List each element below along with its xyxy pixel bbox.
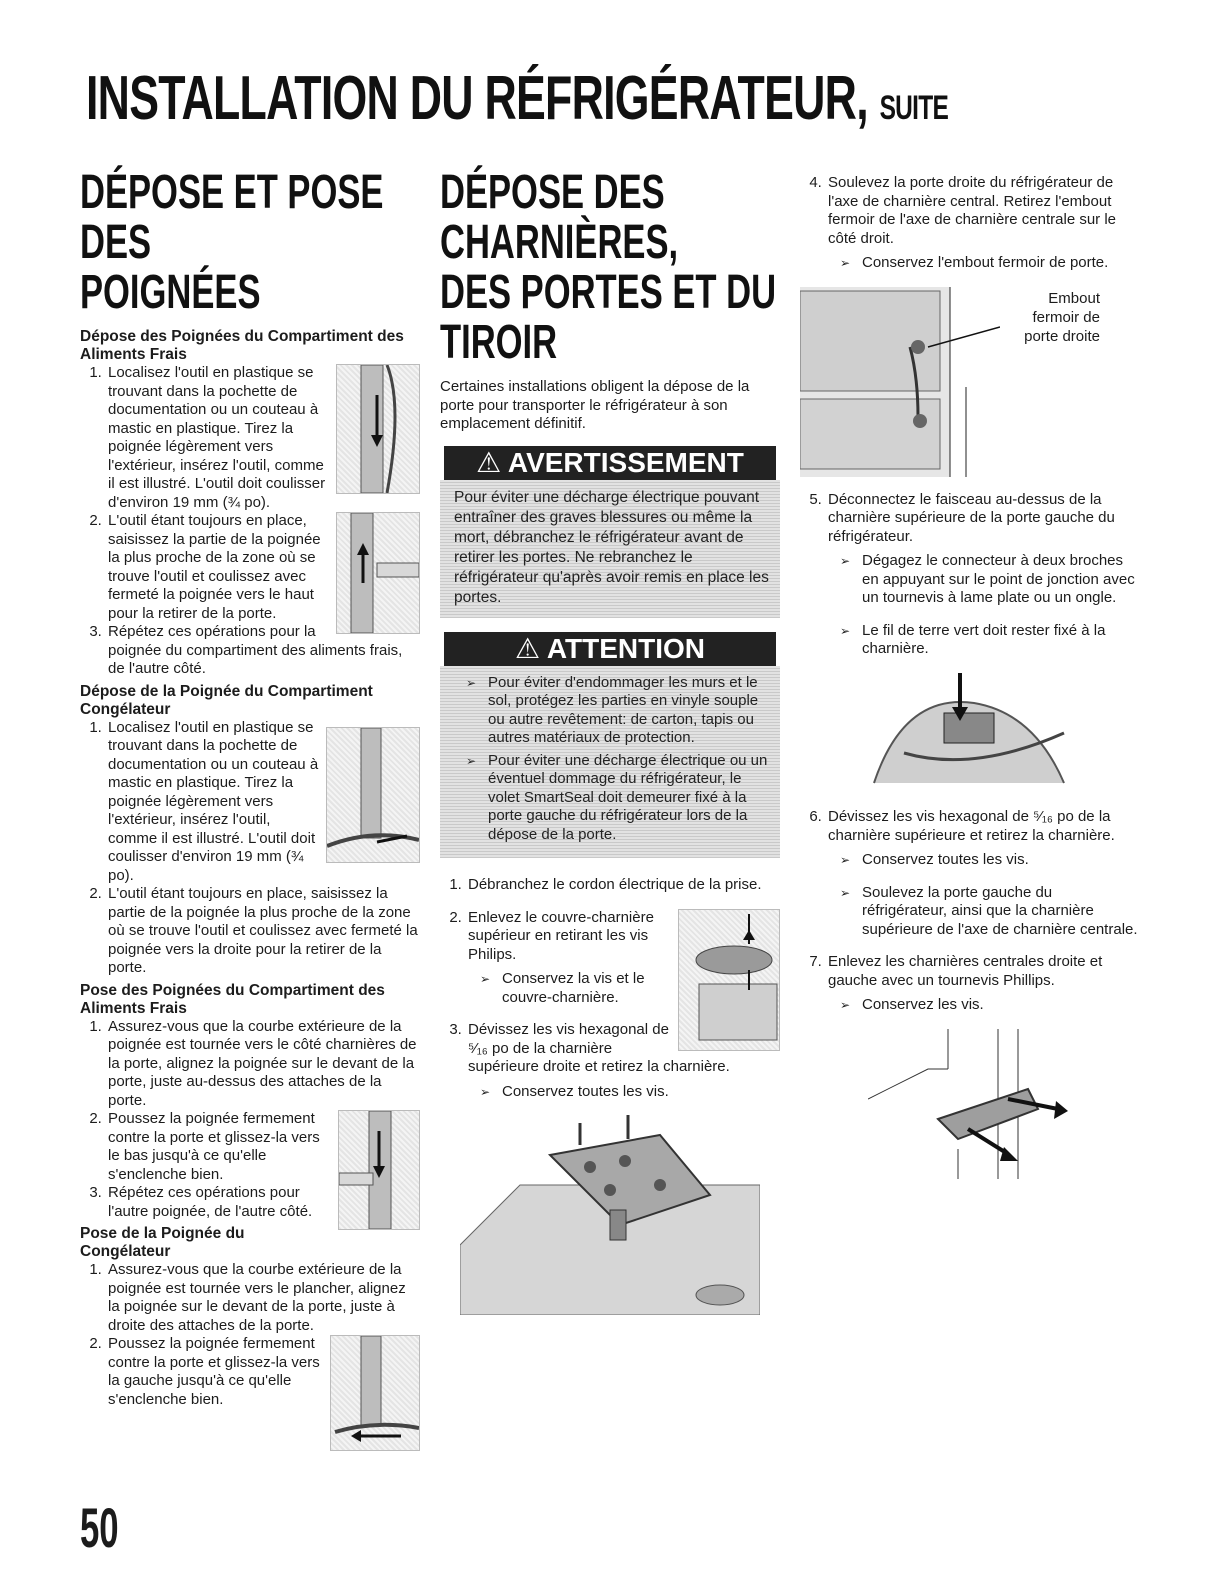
list-item: ➢ Conservez toutes les vis. [840, 851, 1140, 870]
step-text: Poussez la poignée fermement contre la porte et glissez-la vers le bas jusqu'à ce qu'elle s'enclenche bien. [108, 1110, 320, 1183]
steps-freezer-install [80, 1261, 420, 1409]
attention-box [440, 632, 780, 859]
step-text: Débranchez le cordon électrique de la prise. [468, 876, 762, 893]
list-item [466, 876, 780, 895]
list-item [826, 808, 1140, 939]
list-item [826, 953, 1140, 1184]
list-item [826, 174, 1140, 273]
step-text: Répétez ces opérations pour l'autre poignée, de l'autre côté. [108, 1184, 313, 1220]
intro-text: Certaines installations obligent la dépose de la porte pour transporter le réfrigérateur à son emplacement définitif. [440, 378, 750, 432]
step-text: Assurez-vous que la courbe extérieure de la poignée est tournée vers le plancher, alignez la poignée sur le devant de la porte, juste à droite des attaches de la porte. [108, 1261, 406, 1334]
section-title-hinges [440, 168, 778, 368]
handle-tool-illustration [336, 364, 420, 494]
steps-hinge-removal [440, 876, 780, 1101]
step-text: L'outil étant toujours en place, saisissez la partie de la poignée la plus proche de la zone où se trouve l'outil et coulissez avec fermeté la poignée vers la droite pour la retirer de la porte. [108, 885, 418, 976]
closure-label: Embout fermoir de porte droite [1024, 289, 1100, 345]
center-hinge-diagram [868, 1029, 1068, 1179]
list-item: ➢ Conservez toutes les vis. [480, 1083, 780, 1102]
handle-diagram [327, 728, 419, 862]
freezer-handle-illustration [326, 727, 420, 863]
title-line-1: DÉPOSE DES CHARNIÈRES, [440, 166, 679, 269]
list-item [466, 909, 780, 1008]
handle-diagram [337, 365, 419, 493]
column-door-steps [800, 168, 1140, 1194]
steps-freezer-removal [80, 719, 420, 978]
door-closure-diagram [800, 287, 1000, 477]
step-text: Enlevez le couvre-charnière supérieur en retirant les vis Philips. [468, 908, 654, 963]
step-text: Dévissez les vis hexagonal de ⁵⁄₁₆ po de la charnière supérieure et retirez la charnière. [828, 808, 1115, 844]
handle-diagram [337, 513, 419, 633]
list-item [106, 1110, 420, 1184]
subhead-fresh-install: Pose des Poignées du Compartiment des Aliments Frais [80, 981, 385, 1017]
list-item: ➢ Conservez les vis. [840, 996, 1140, 1015]
banner-suffix: SUITE [879, 89, 949, 127]
step-text: Assurez-vous que la courbe extérieure de la poignée est tournée vers le côté charnières de la porte, alignez la poignée sur le devant de la porte, juste au-dessus des attaches de la porte. [108, 1017, 417, 1109]
step-text: Déconnectez le faisceau au-dessus de la charnière supérieure de la porte gauche du réfrigérateur. [828, 490, 1115, 545]
list-item [106, 364, 420, 512]
list-item: ➢ Pour éviter d'endommager les murs et le sol, protégez les parties en vinyle souple ou autre revêtement: de carton, tapis ou autres matériaux de protection. [466, 674, 770, 748]
step3-notes [468, 1083, 780, 1102]
list-item [826, 491, 1140, 799]
step-text: Poussez la poignée fermement contre la porte et glissez-la vers la gauche jusqu'à ce qu'elle s'enclenche bien. [108, 1335, 320, 1408]
list-item: ➢ Le fil de terre vert doit rester fixé à la charnière. [840, 622, 1140, 659]
attention-body [440, 666, 780, 859]
step-text: Localisez l'outil en plastique se trouvant dans la pochette de documentation ou un couteau à mastic en plastique. Tirez la poignée légèrement vers l'extérieur, insérez l'outil, comme il est illustré. L'outil doit coulisser d'environ 19 mm (¾ po). [108, 718, 319, 884]
warning-box [440, 446, 780, 618]
warning-body: Pour éviter une décharge électrique pouvant entraîner des graves blessures ou même la mort, débranchez le réfrigérateur avant de retirer les portes. Ne rebranchez le réfrigérateur qu'après avoir remis en place les portes. [440, 480, 780, 618]
list-item: ➢ Soulevez la porte gauche du réfrigérateur, ainsi que la charnière supérieure de l'axe de charnière centrale. [840, 884, 1140, 940]
list-item [106, 1018, 420, 1111]
list-item: ➢ Dégagez le connecteur à deux broches en appuyant sur le point de jonction avec un tournevis à lame plate ou un ongle. [840, 552, 1140, 608]
handle-slide-up-illustration [336, 512, 420, 634]
handle-push-illustration [338, 1110, 420, 1230]
title-line-2: DES PORTES ET DU TIROIR [440, 266, 777, 369]
step-text: L'outil étant toujours en place, saisissez la partie de la poignée la plus proche de la zone où se trouve l'outil et coulissez avec fermeté la poignée vers le haut pour la retirer de la porte. [108, 512, 321, 622]
step-text: Répétez ces opérations pour la poignée du compartiment des aliments frais, de l'autre côté. [108, 623, 403, 677]
freezer-handle-push-illustration [330, 1335, 420, 1451]
step4-notes [828, 254, 1140, 273]
subhead-freezer-install: Pose de la Poignée du Congélateur [80, 1225, 245, 1260]
center-hinge-illustration [868, 1029, 1140, 1185]
subhead-freezer-removal: Dépose de la Poignée du Compartiment Congélateur [80, 682, 373, 718]
title-line-1: DÉPOSE ET POSE DES [80, 166, 384, 269]
list-item [106, 719, 420, 886]
list-item: ➢ Conservez la vis et le couvre-charnière. [480, 970, 780, 1007]
handle-diagram [331, 1336, 419, 1450]
top-hinge-illustration [460, 1115, 760, 1315]
attention-header: ⚠ ATTENTION [444, 632, 776, 666]
attention-list [454, 674, 770, 845]
steps-fresh-removal [80, 364, 420, 679]
list-item [106, 512, 420, 623]
column-handles [80, 168, 420, 1455]
step2-notes [468, 970, 780, 1007]
page-number: 50 [80, 1496, 119, 1559]
step-text: Dévissez les vis hexagonal de ⁵⁄₁₆ po de la charnière supérieure droite et retirez la charnière. [468, 1021, 730, 1075]
step-text: Enlevez les charnières centrales droite et gauche avec un tournevis Phillips. [828, 953, 1103, 989]
hinge-diagram [460, 1115, 760, 1315]
section-title-handles [80, 168, 418, 318]
steps-door-removal-cont [800, 491, 1140, 1185]
step5-notes [828, 552, 1140, 659]
banner-title: INSTALLATION DU RÉFRIGÉRATEUR, [86, 64, 868, 133]
list-item [106, 885, 420, 978]
page-banner [86, 64, 948, 143]
harness-illustration [864, 673, 1140, 799]
door-closure-figure [800, 287, 1140, 485]
step7-notes [828, 996, 1140, 1015]
step6-notes [828, 851, 1140, 939]
list-item [106, 1335, 420, 1409]
title-line-2: POIGNÉES [80, 266, 261, 319]
subhead-fresh-removal: Dépose des Poignées du Compartiment des Aliments Frais [80, 328, 404, 363]
step-text: Soulevez la porte droite du réfrigérateur de l'axe de charnière central. Retirez l'embout fermoir de l'axe de charnière centrale sur le côté droit. [828, 174, 1117, 247]
steps-fresh-install [80, 1018, 420, 1222]
step-text: Localisez l'outil en plastique se trouvant dans la pochette de documentation ou un couteau à mastic en plastique. Tirez la poignée légèrement vers l'extérieur, insérez l'outil, comme il est illustré. L'outil doit coulisser d'environ 19 mm (¾ po). [108, 364, 326, 511]
list-item: ➢ Conservez l'embout fermoir de porte. [840, 254, 1140, 273]
warning-header: ⚠ AVERTISSEMENT [444, 446, 776, 480]
steps-door-removal [800, 174, 1140, 273]
harness-diagram [864, 673, 1084, 793]
handle-diagram [339, 1111, 419, 1229]
list-item: ➢ Pour éviter une décharge électrique ou un éventuel dommage du réfrigérateur, le volet SmartSeal doit demeurer fixé à la porte gauche du réfrigérateur lors de la dépose de la porte. [466, 752, 770, 845]
list-item [106, 1261, 420, 1335]
column-hinges [440, 168, 780, 1315]
